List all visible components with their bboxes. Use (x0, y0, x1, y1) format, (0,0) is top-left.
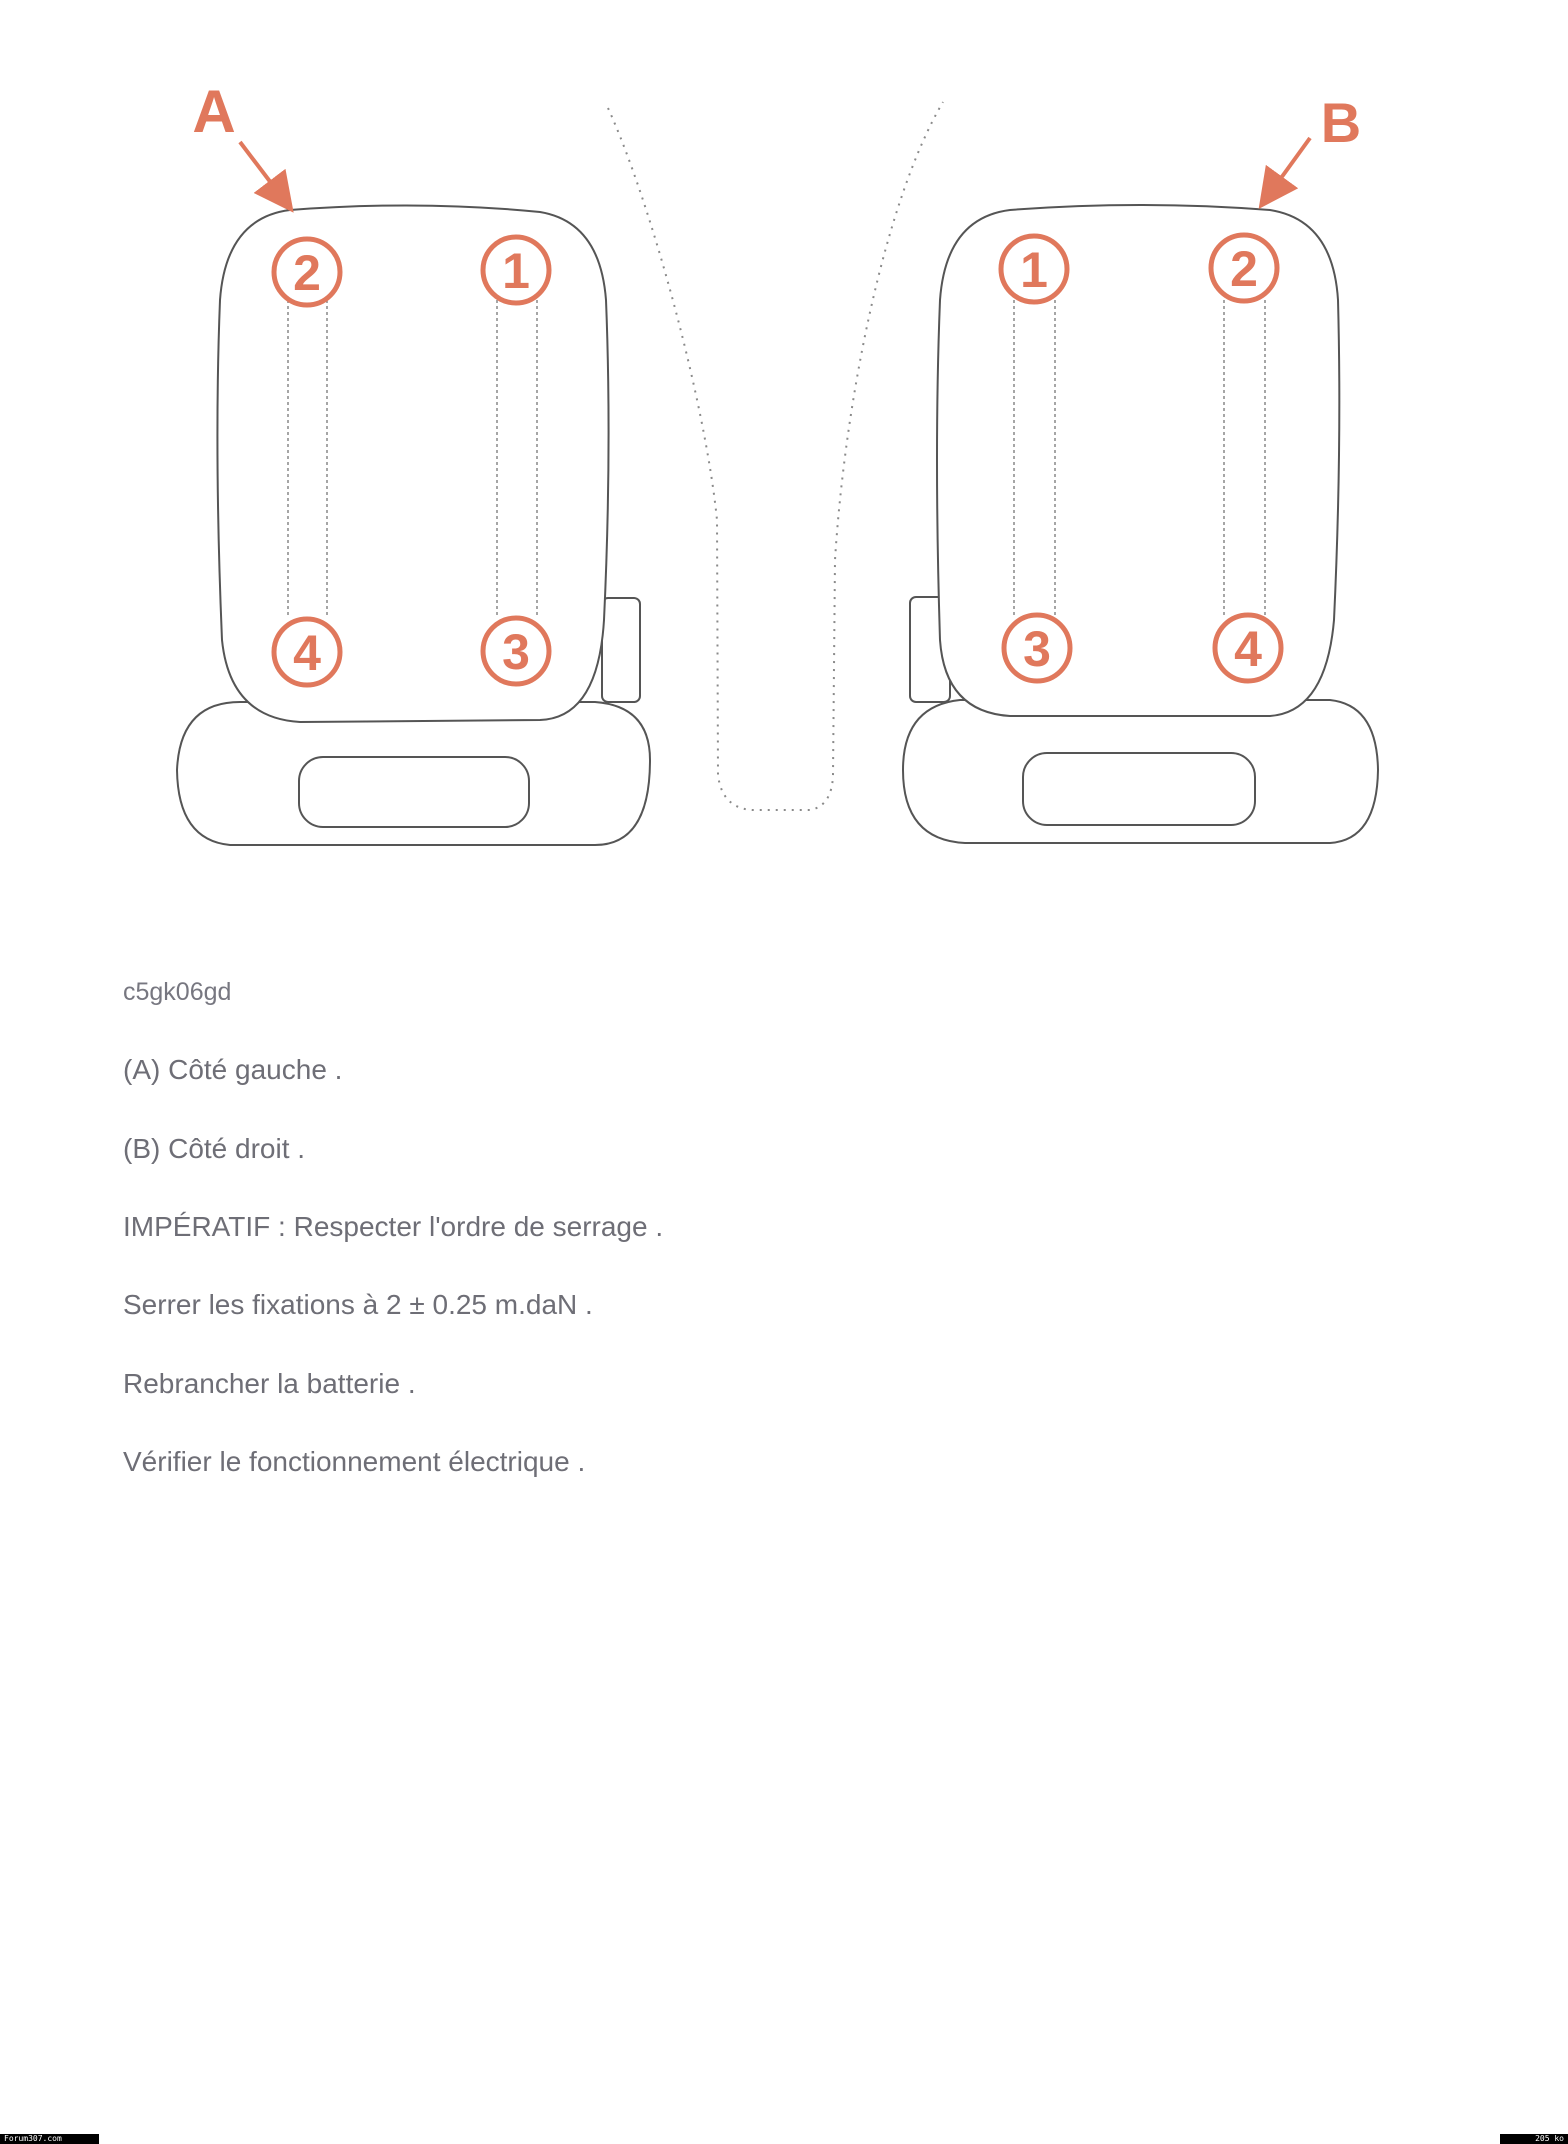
bolt-marker-number: 2 (1230, 241, 1258, 297)
instruction-imperative: IMPÉRATIF : Respecter l'ordre de serrage . (123, 1211, 664, 1242)
instruction-battery: Rebrancher la batterie . (123, 1368, 416, 1399)
callout-a-arrow (240, 142, 284, 200)
bolt-marker-number: 2 (293, 245, 321, 301)
bolt-marker (1004, 615, 1070, 681)
instruction-left-side: (A) Côté gauche . (123, 1054, 343, 1085)
bolt-marker-number: 4 (1234, 621, 1262, 677)
left-seat-base-slot (299, 757, 529, 827)
bolt-marker-number: 1 (502, 243, 530, 299)
right-seat-base-slot (1023, 753, 1255, 825)
bolt-marker-number: 3 (1023, 621, 1051, 677)
bolt-marker (1215, 615, 1281, 681)
instruction-torque: Serrer les fixations à 2 ± 0.25 m.daN . (123, 1289, 593, 1320)
right-seat (903, 205, 1378, 843)
left-seat-side-tab (602, 598, 640, 702)
callout-b-label: B (1320, 91, 1362, 154)
bolt-marker-number: 1 (1020, 242, 1048, 298)
callout-b (1268, 91, 1361, 196)
bolt-marker (1001, 236, 1067, 302)
bolt-marker (1211, 235, 1277, 301)
instruction-check-electrical: Vérifier le fonctionnement électrique . (123, 1446, 586, 1477)
bolt-marker (483, 618, 549, 684)
seat-tightening-diagram (0, 0, 1568, 900)
instruction-right-side: (B) Côté droit . (123, 1133, 306, 1164)
callout-a-label: A (192, 78, 236, 145)
bolt-marker-number: 4 (293, 625, 321, 681)
footer-size-label: 205 ko (1500, 2134, 1568, 2144)
footer-site-label: Forum307.com (0, 2134, 99, 2144)
center-console-outline (608, 102, 943, 810)
left-seat (177, 205, 650, 845)
bolt-marker (274, 619, 340, 685)
bolt-marker (483, 237, 549, 303)
bolt-marker (274, 239, 340, 305)
callout-a (192, 78, 284, 200)
callout-b-arrow (1268, 138, 1310, 196)
bolt-marker-number: 3 (502, 624, 530, 680)
reference-code: c5gk06gd (123, 978, 232, 1006)
